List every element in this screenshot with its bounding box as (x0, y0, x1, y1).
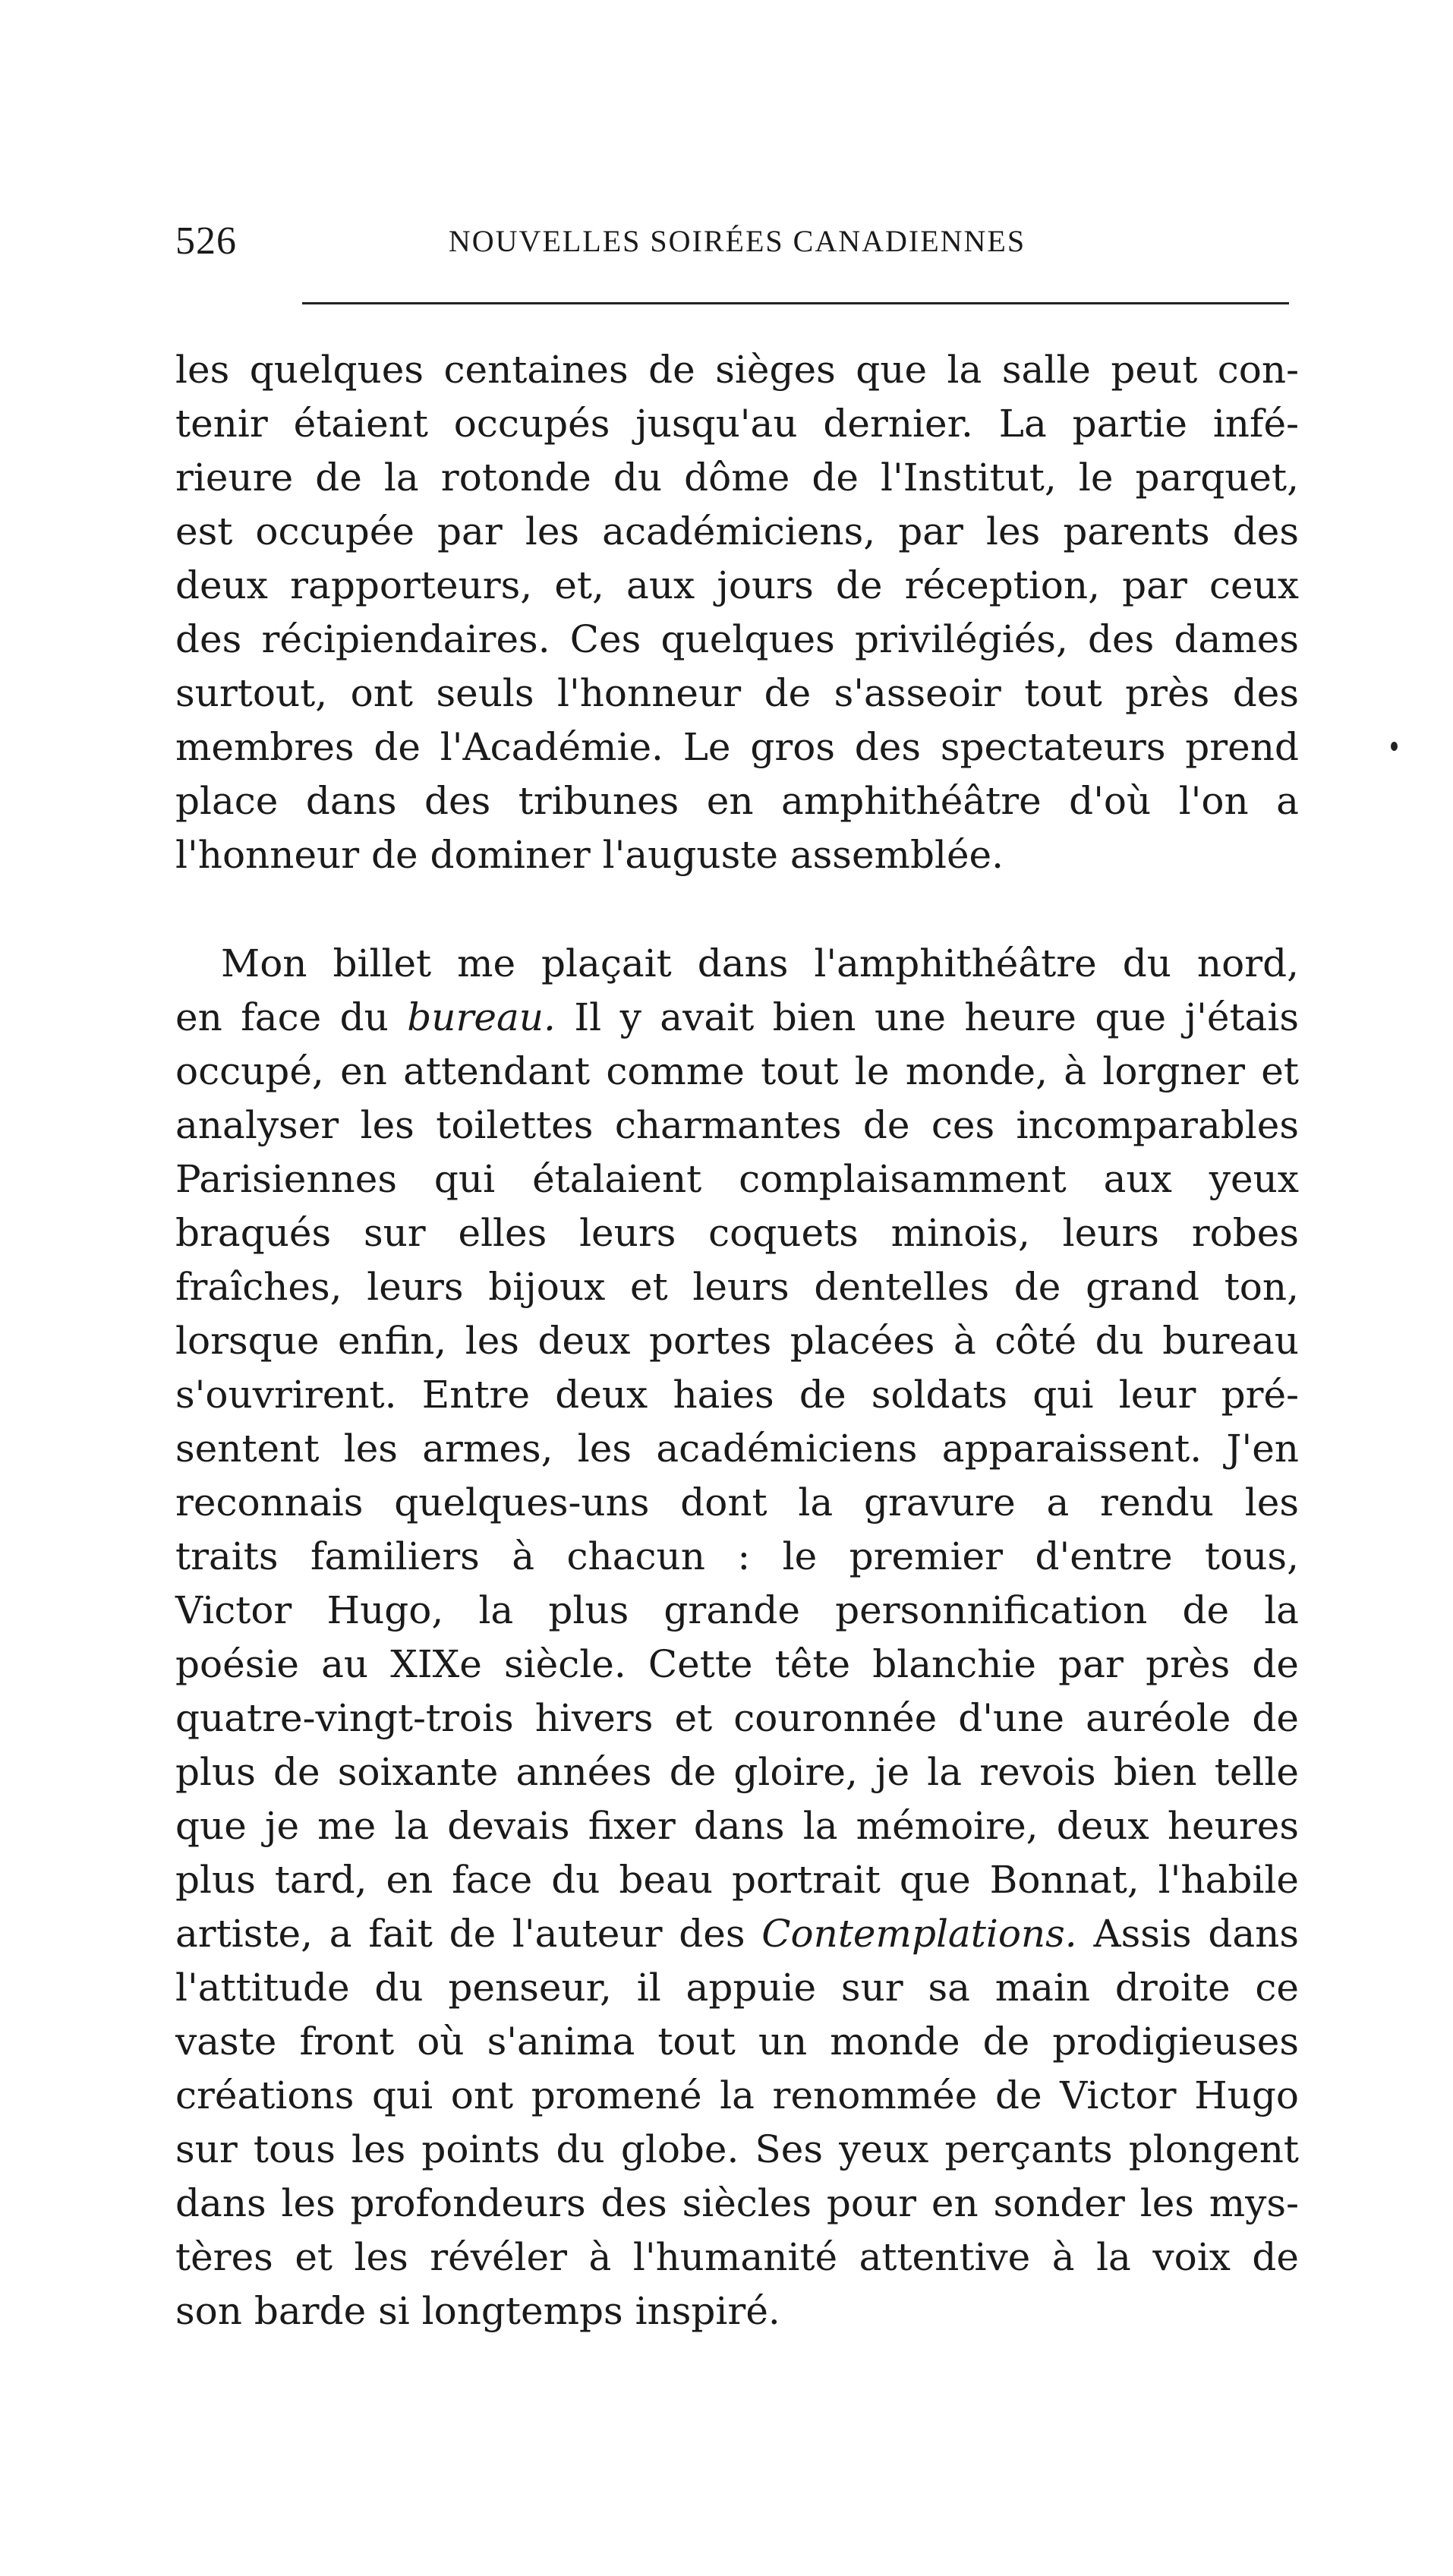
text-line: son barde si longtemps inspiré. (175, 2289, 780, 2333)
text-line: vaste front où s'anima tout un monde de prodigieuses (175, 2019, 1299, 2064)
paragraph-1 (175, 343, 1299, 882)
text-line: braqués sur elles leurs coquets minois, leurs robes (175, 1211, 1299, 1255)
text-line: occupé, en attendant comme tout le monde, à lorgner et (175, 1049, 1299, 1093)
text-line: Parisiennes qui étalaient complaisamment aux yeux (175, 1157, 1299, 1201)
text-run: Assis dans (1076, 1912, 1299, 1956)
text-line: lorsque enfin, les deux portes placées à côté du bureau (175, 1319, 1299, 1363)
ink-speck (1391, 742, 1398, 751)
text-run: en face du (175, 995, 408, 1039)
text-run: Il y avait bien une heure que j'étais (555, 995, 1299, 1039)
text-line: rieure de la rotonde du dôme de l'Institut, le parquet, (175, 456, 1299, 500)
italic-title-contemplations: Contemplations. (761, 1912, 1077, 1956)
text-line: analyser les toilettes charmantes de ces incomparables (175, 1103, 1299, 1147)
text-line: Victor Hugo, la plus grande personnification de la (175, 1588, 1299, 1632)
text-line: place dans des tribunes en amphithéâtre d'où l'on a (175, 779, 1299, 823)
text-line: s'ouvrirent. Entre deux haies de soldats qui leur pré- (175, 1373, 1299, 1417)
text-line: traits familiers à chacun : le premier d'entre tous, (175, 1534, 1299, 1578)
body-text (175, 343, 1299, 2338)
header-rule (302, 302, 1289, 304)
text-line: reconnais quelques-uns dont la gravure a rendu les (175, 1480, 1299, 1524)
text-line: plus de soixante années de gloire, je la revois bien telle (175, 1750, 1299, 1794)
text-line: tenir étaient occupés jusqu'au dernier. La partie infé- (175, 402, 1299, 446)
text-line (175, 991, 1299, 1045)
text-line: membres de l'Académie. Le gros des spectateurs prend (175, 725, 1299, 769)
text-line: poésie au XIXe siècle. Cette tête blanchie par près de (175, 1642, 1299, 1686)
text-line: dans les profondeurs des siècles pour en sonder les mys- (175, 2181, 1299, 2225)
page-header (175, 219, 1299, 264)
text-line: tères et les révéler à l'humanité attentive à la voix de (175, 2235, 1299, 2279)
text-line: plus tard, en face du beau portrait que Bonnat, l'habile (175, 1858, 1299, 1902)
text-line: des récipiendaires. Ces quelques privilégiés, des dames (175, 617, 1299, 661)
text-line: sur tous les points du globe. Ses yeux perçants plongent (175, 2127, 1299, 2171)
text-line: deux rapporteurs, et, aux jours de réception, par ceux (175, 563, 1299, 607)
text-line: que je me la devais fixer dans la mémoire, deux heures (175, 1804, 1299, 1848)
text-line: quatre-vingt-trois hivers et couronnée d'une auréole de (175, 1696, 1299, 1740)
text-line: créations qui ont promené la renommée de Victor Hugo (175, 2073, 1299, 2117)
paragraph-2 (175, 937, 1299, 2338)
text-run: artiste, a fait de l'auteur des (175, 1912, 762, 1956)
text-line: fraîches, leurs bijoux et leurs dentelles de grand ton, (175, 1265, 1299, 1309)
text-line: l'honneur de dominer l'auguste assemblée. (175, 833, 1004, 877)
running-title: NOUVELLES SOIRÉES CANADIENNES (448, 224, 1026, 258)
italic-word-bureau: bureau. (407, 995, 556, 1039)
text-line: les quelques centaines de sièges que la salle peut con- (175, 348, 1299, 392)
text-line (175, 1907, 1299, 1961)
text-line: sentent les armes, les académiciens apparaissent. J'en (175, 1427, 1299, 1471)
page-number: 526 (175, 219, 237, 263)
text-line: Mon billet me plaçait dans l'amphithéâtre du nord, (221, 941, 1299, 985)
text-line: est occupée par les académiciens, par les parents des (175, 509, 1299, 553)
text-line: l'attitude du penseur, il appuie sur sa main droite ce (175, 1966, 1299, 2010)
text-line: surtout, ont seuls l'honneur de s'asseoir tout près des (175, 671, 1299, 715)
